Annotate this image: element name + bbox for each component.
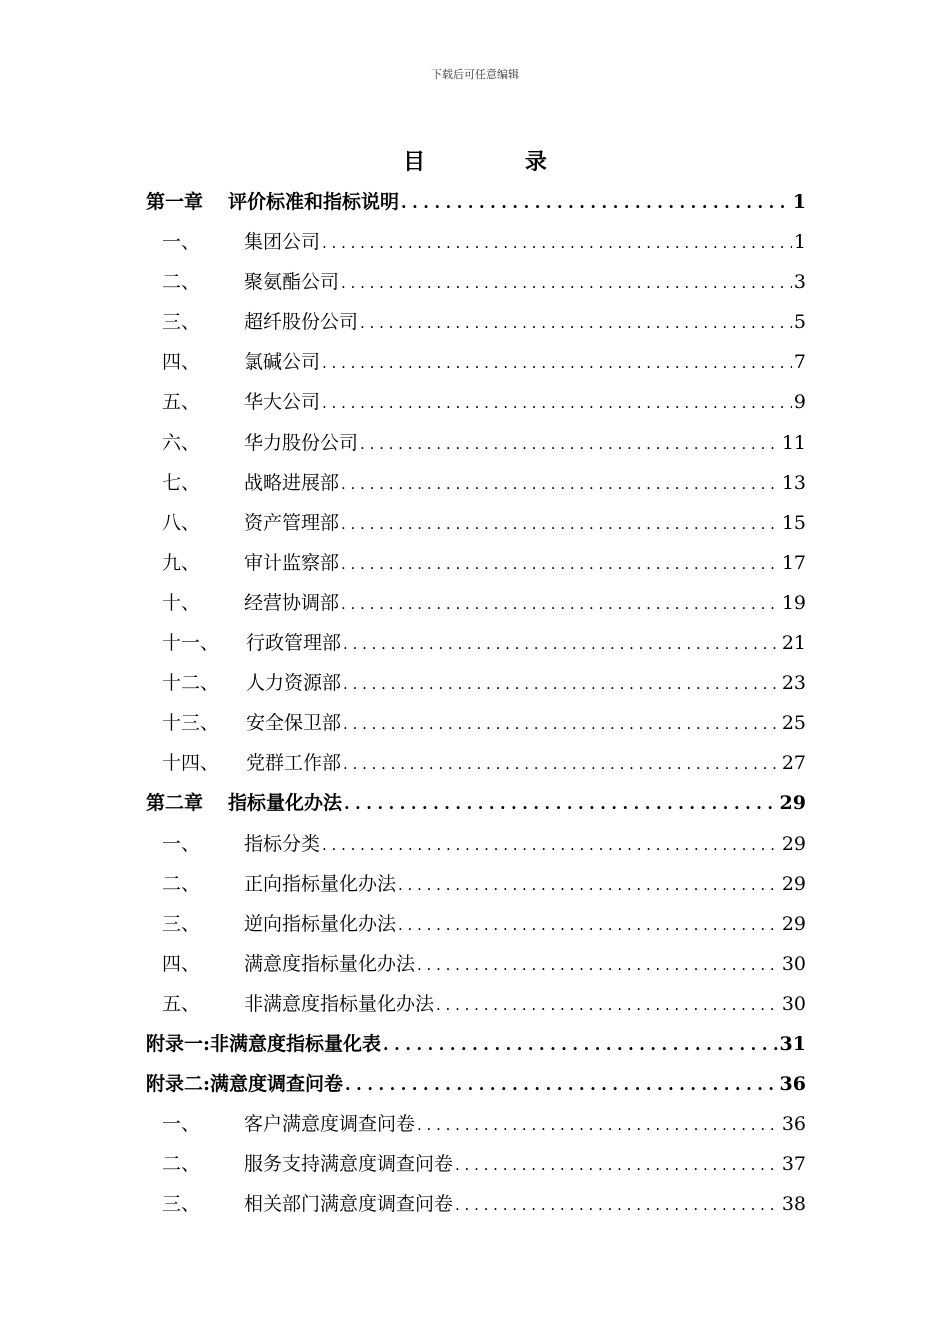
toc-entry-title: 非满意度指标量化表 — [210, 1032, 382, 1055]
toc-section-entry[interactable] — [146, 262, 806, 302]
toc-entry-number: 二、 — [162, 1153, 201, 1176]
toc-entry-page: 36 — [779, 1073, 806, 1096]
toc-dot-leader — [322, 824, 780, 865]
toc-dot-leader — [341, 543, 780, 584]
toc-entry-page: 1 — [793, 231, 806, 254]
toc-section-entry[interactable] — [146, 342, 806, 382]
toc-entry-number: 三、 — [162, 912, 201, 935]
toc-dot-leader — [341, 463, 780, 504]
toc-entry-title: 华大公司 — [244, 391, 321, 414]
toc-entry-page: 23 — [781, 672, 806, 695]
toc-entry-page: 37 — [781, 1153, 806, 1176]
toc-entry-title: 逆向指标量化办法 — [244, 912, 397, 935]
toc-entry-page: 3 — [793, 271, 806, 294]
toc-dot-leader — [455, 1144, 780, 1185]
toc-entry-title: 正向指标量化办法 — [244, 872, 397, 895]
toc-entry-number: 三、 — [162, 1193, 201, 1216]
toc-entry-page: 7 — [793, 351, 806, 374]
toc-entry-number: 附录一: — [146, 1032, 211, 1055]
toc-entry-title: 资产管理部 — [244, 511, 340, 534]
toc-entry-title: 超纤股份公司 — [244, 311, 359, 334]
toc-dot-leader — [436, 984, 780, 1025]
toc-entry-page: 27 — [781, 752, 806, 775]
toc-section-entry[interactable] — [146, 503, 806, 543]
toc-entry-title: 战略进展部 — [244, 471, 340, 494]
toc-entry-number: 附录二: — [146, 1073, 211, 1096]
toc-dot-leader — [360, 302, 792, 343]
toc-entry-title: 满意度指标量化办法 — [244, 952, 416, 975]
toc-entry-number: 五、 — [162, 391, 201, 414]
toc-section-entry[interactable] — [146, 984, 806, 1024]
toc-section-entry[interactable] — [146, 703, 806, 743]
toc-entry-page: 13 — [781, 471, 806, 494]
toc-entry-title: 指标量化办法 — [228, 792, 343, 815]
toc-dot-leader — [322, 222, 792, 263]
toc-dot-leader — [343, 703, 780, 744]
toc-entry-number: 第二章 — [146, 792, 204, 815]
toc-entry-number: 二、 — [162, 271, 201, 294]
toc-section-entry[interactable] — [146, 1104, 806, 1144]
toc-section-entry[interactable] — [146, 222, 806, 262]
toc-entry-number: 四、 — [162, 351, 201, 374]
toc-dot-leader — [341, 503, 780, 544]
toc-dot-leader — [344, 783, 778, 824]
toc-entry-page: 29 — [781, 832, 806, 855]
toc-dot-leader — [398, 904, 780, 945]
toc-entry-page: 36 — [781, 1113, 806, 1136]
toc-entry-number: 七、 — [162, 471, 201, 494]
toc-section-entry[interactable] — [146, 864, 806, 904]
toc-dot-leader — [343, 663, 780, 704]
toc-chapter-entry[interactable] — [146, 1064, 806, 1104]
toc-entry-page: 17 — [781, 551, 806, 574]
toc-section-entry[interactable] — [146, 1144, 806, 1184]
toc-entry-title: 评价标准和指标说明 — [228, 191, 400, 213]
toc-section-entry[interactable] — [146, 302, 806, 342]
toc-section-entry[interactable] — [146, 663, 806, 703]
toc-entry-title: 审计监察部 — [244, 551, 340, 574]
toc-entry-title: 服务支持满意度调查问卷 — [244, 1153, 454, 1176]
toc-entry-number: 一、 — [162, 1113, 201, 1136]
toc-entry-number: 十四、 — [162, 752, 220, 775]
toc-entry-title: 集团公司 — [244, 231, 321, 254]
toc-section-entry[interactable] — [146, 623, 806, 663]
toc-entry-page: 1 — [792, 191, 806, 213]
toc-entry-number: 十三、 — [162, 712, 220, 735]
toc-entry-number: 十二、 — [162, 672, 220, 695]
toc-entry-title: 满意度调查问卷 — [210, 1073, 344, 1096]
toc-dot-leader — [417, 1104, 780, 1145]
toc-entry-title: 聚氨酯公司 — [244, 271, 340, 294]
toc-chapter-entry[interactable] — [146, 1024, 806, 1064]
toc-dot-leader — [455, 1184, 780, 1225]
toc-section-entry[interactable] — [146, 382, 806, 422]
toc-entry-page: 30 — [781, 992, 806, 1015]
toc-section-entry[interactable] — [146, 824, 806, 864]
toc-dot-leader — [341, 262, 792, 303]
toc-dot-leader — [345, 1064, 778, 1105]
toc-dot-leader — [417, 944, 780, 985]
toc-entry-number: 九、 — [162, 551, 201, 574]
table-of-contents — [146, 182, 806, 1224]
toc-entry-title: 氯碱公司 — [244, 351, 321, 374]
toc-entry-title: 人力资源部 — [246, 672, 342, 695]
toc-section-entry[interactable] — [146, 743, 806, 783]
toc-section-entry[interactable] — [146, 1184, 806, 1224]
toc-title: 目 录 — [403, 149, 593, 175]
toc-section-entry[interactable] — [146, 904, 806, 944]
toc-entry-page: 31 — [779, 1032, 806, 1055]
toc-section-entry[interactable] — [146, 423, 806, 463]
toc-section-entry[interactable] — [146, 463, 806, 503]
toc-entry-number: 十、 — [162, 591, 201, 614]
toc-dot-leader — [343, 623, 780, 664]
toc-entry-page: 29 — [779, 792, 806, 815]
toc-entry-title: 华力股份公司 — [244, 431, 359, 454]
toc-chapter-entry[interactable] — [146, 783, 806, 823]
toc-entry-page: 19 — [781, 591, 806, 614]
toc-entry-title: 指标分类 — [244, 832, 321, 855]
toc-entry-number: 五、 — [162, 992, 201, 1015]
toc-entry-number: 八、 — [162, 511, 201, 534]
toc-entry-page: 25 — [781, 712, 806, 735]
toc-dot-leader — [341, 583, 780, 624]
toc-entry-page: 15 — [781, 511, 806, 534]
toc-entry-number: 十一、 — [162, 632, 220, 655]
toc-entry-page: 21 — [781, 632, 806, 655]
toc-entry-page: 29 — [781, 872, 806, 895]
toc-entry-page: 5 — [793, 311, 806, 334]
header-note: 下载后可任意编辑 — [431, 68, 519, 81]
toc-dot-leader — [401, 182, 791, 223]
toc-entry-title: 安全保卫部 — [246, 712, 342, 735]
toc-section-entry[interactable] — [146, 944, 806, 984]
toc-entry-number: 一、 — [162, 832, 201, 855]
toc-entry-title: 相关部门满意度调查问卷 — [244, 1193, 454, 1216]
toc-entry-title: 党群工作部 — [246, 752, 342, 775]
toc-dot-leader — [383, 1024, 778, 1065]
toc-entry-page: 29 — [781, 912, 806, 935]
toc-dot-leader — [322, 382, 792, 423]
toc-entry-page: 30 — [781, 952, 806, 975]
toc-entry-number: 三、 — [162, 311, 201, 334]
toc-dot-leader — [343, 743, 780, 784]
toc-entry-page: 9 — [793, 391, 806, 414]
toc-entry-page: 38 — [781, 1193, 806, 1216]
toc-chapter-entry[interactable] — [146, 182, 806, 222]
toc-entry-number: 一、 — [162, 231, 201, 254]
toc-entry-number: 六、 — [162, 431, 201, 454]
toc-section-entry[interactable] — [146, 543, 806, 583]
toc-entry-title: 行政管理部 — [246, 632, 342, 655]
toc-dot-leader — [398, 864, 780, 905]
toc-entry-number: 第一章 — [146, 191, 204, 213]
toc-dot-leader — [322, 342, 792, 383]
toc-dot-leader — [360, 423, 780, 464]
toc-entry-page: 11 — [781, 431, 806, 454]
toc-entry-title: 非满意度指标量化办法 — [244, 992, 435, 1015]
toc-entry-title: 客户满意度调查问卷 — [244, 1113, 416, 1136]
toc-entry-title: 经营协调部 — [244, 591, 340, 614]
toc-entry-number: 四、 — [162, 952, 201, 975]
toc-entry-number: 二、 — [162, 872, 201, 895]
toc-section-entry[interactable] — [146, 583, 806, 623]
